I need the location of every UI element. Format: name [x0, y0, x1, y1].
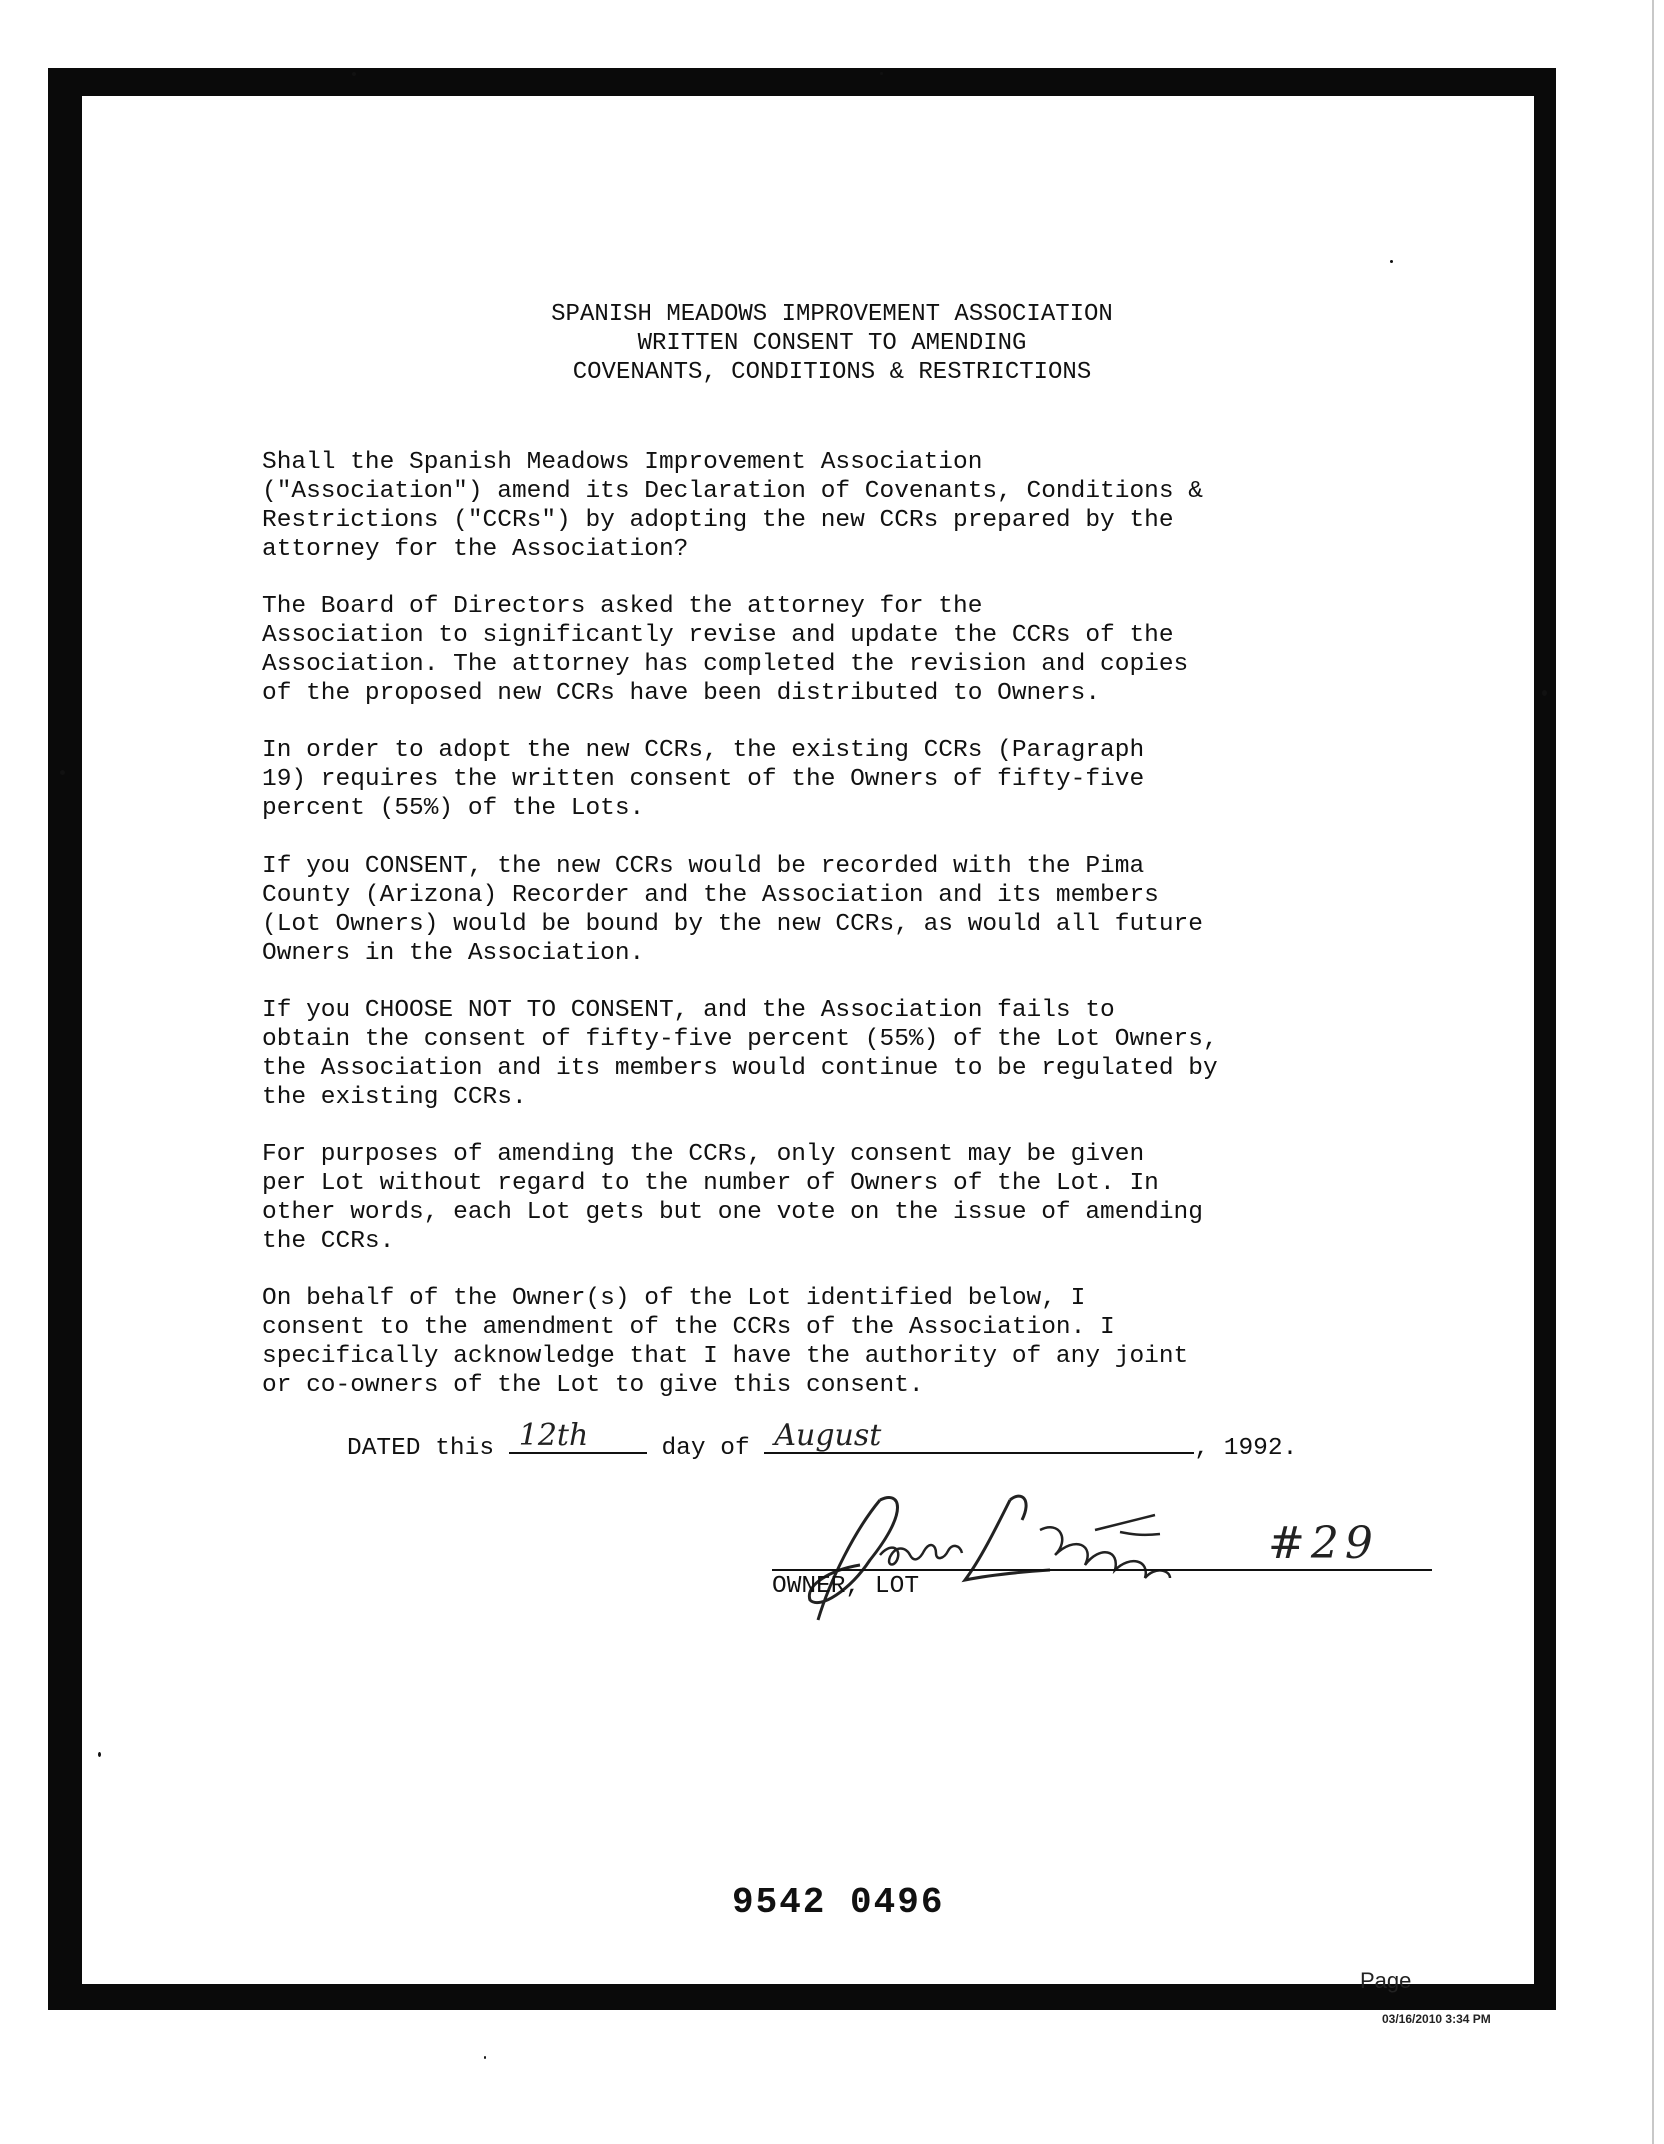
month-handwritten: August [774, 1418, 882, 1453]
paragraph-adopt: In order to adopt the new CCRs, the existing CCRs (Paragraph 19) requires the written consent of the Owners of fifty-five percent (55%) of the Lots. [262, 737, 1145, 822]
paragraph-question: Shall the Spanish Meadows Improvement Association ("Association") amend its Declaration of Covenants, Conditions & Restrictions ("CCRs") by adopting the new CCRs prepared by the attorney for the Association? [262, 449, 1203, 563]
scan-speck [60, 770, 65, 775]
lot-number-handwritten: #29 [1268, 1518, 1379, 1569]
paragraph-behalf: On behalf of the Owner(s) of the Lot identified below, I consent to the amendment of the CCRs of the Association. I specifically acknowledge that I have the authority of any joint or co-owners of the Lot to give this consent. [262, 1285, 1189, 1399]
dated-prefix: DATED this [347, 1435, 495, 1462]
print-timestamp: 03/16/2010 3:34 PM [1382, 2012, 1491, 2026]
signature-line [772, 1569, 1432, 1571]
paragraph-board: The Board of Directors asked the attorney for the Association to significantly revise and update the CCRs of the Association. The attorney has completed the revision and copies of the proposed new CCRs have been distributed to Owners. [262, 593, 1189, 707]
scan-speck [352, 72, 356, 76]
dated-suffix: , 1992. [1194, 1435, 1298, 1462]
day-blank [509, 1418, 647, 1454]
day-handwritten: 12th [518, 1418, 589, 1453]
month-blank [764, 1418, 1194, 1454]
scan-speck [484, 2056, 486, 2059]
paragraph-purposes: For purposes of amending the CCRs, only consent may be given per Lot without regard to the number of Owners of the Lot. In other words, each Lot gets but one vote on the issue of amending the CCRs. [262, 1141, 1203, 1255]
scan-speck [1542, 690, 1547, 696]
owner-lot-label: OWNER, LOT [772, 1573, 920, 1600]
document-title: SPANISH MEADOWS IMPROVEMENT ASSOCIATION WRITTEN CONSENT TO AMENDING COVENANTS, CONDITIONS & RESTRICTIONS [551, 301, 1113, 386]
dated-line [347, 1418, 1298, 1463]
paragraph-consent: If you CONSENT, the new CCRs would be recorded with the Pima County (Arizona) Recorder and the Association and its members (Lot Owners) would be bound by the new CCRs, as would all future Owners in the Association. [262, 853, 1203, 967]
page-label: Page [1360, 1968, 1412, 1993]
document-body [262, 300, 1402, 1462]
scan-speck [880, 72, 883, 75]
document-number: 9542 0496 [732, 1882, 945, 1923]
dated-mid: day of [661, 1435, 750, 1462]
scan-speck [98, 1752, 101, 1757]
paragraph-no-consent: If you CHOOSE NOT TO CONSENT, and the Association fails to obtain the consent of fifty-five percent (55%) of the Lot Owners, the Association and its members would continue to be regulated by the existing CCRs. [262, 997, 1218, 1111]
scan-speck [1390, 260, 1393, 263]
right-edge-rule [1652, 0, 1654, 2144]
